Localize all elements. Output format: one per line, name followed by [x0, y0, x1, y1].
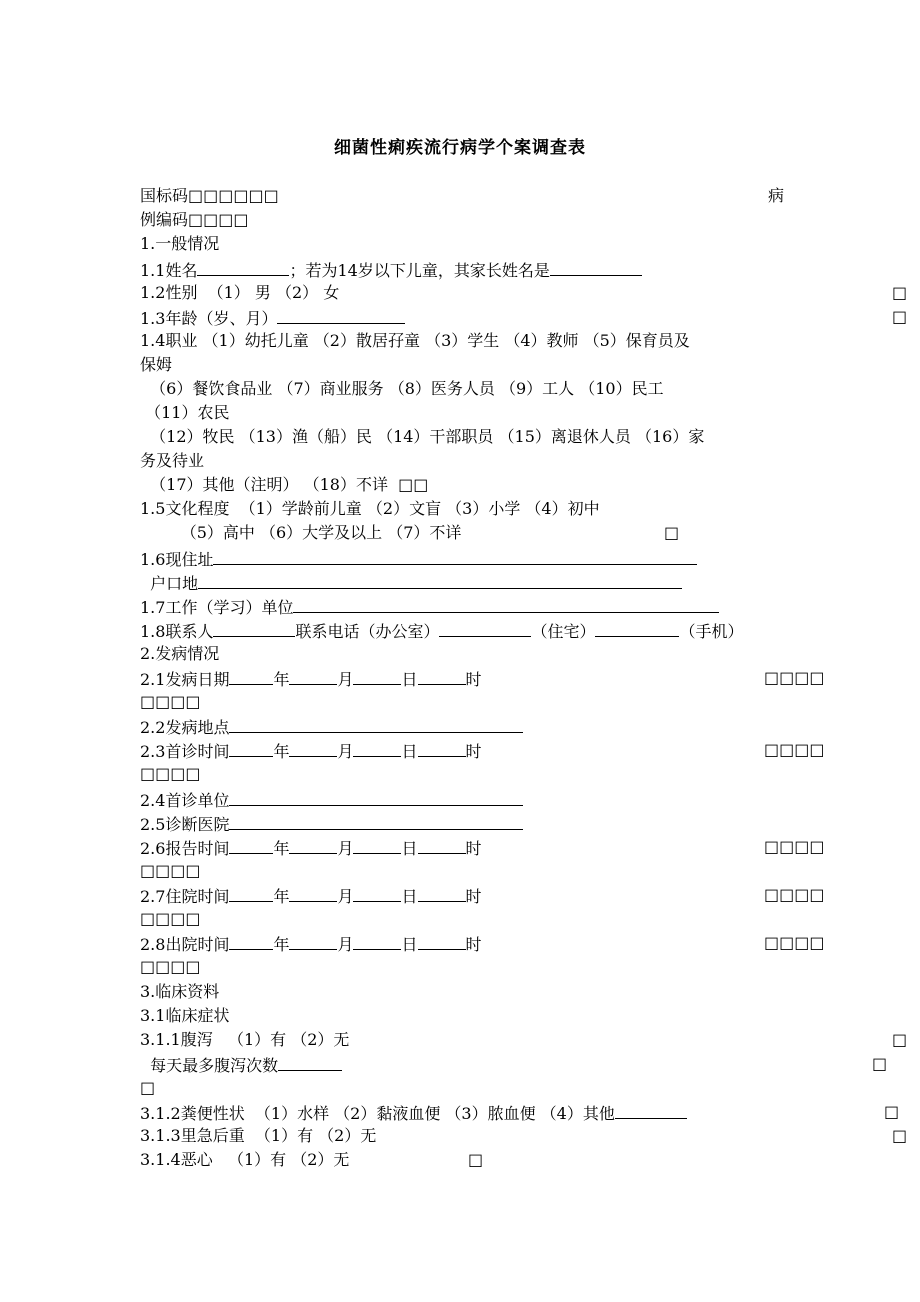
hukou-line — [140, 570, 682, 594]
name-label: 1.1姓名 — [140, 261, 198, 280]
report-hour-field[interactable] — [418, 835, 466, 854]
discharge-month-field[interactable] — [289, 931, 337, 950]
tenesmus-checkbox[interactable]: □ — [892, 1126, 908, 1145]
admission-year-field[interactable] — [229, 883, 273, 902]
stool-label: 3.1.2粪便性状 （1）水样 （2）黏液血便 （3）脓血便 （4）其他 — [140, 1104, 615, 1123]
onset-year-field[interactable] — [229, 666, 273, 685]
discharge-time-checkboxes-2[interactable]: □□□□ — [140, 957, 201, 976]
sex-checkbox[interactable]: □ — [892, 283, 908, 302]
age-field[interactable] — [277, 305, 405, 324]
report-year-field[interactable] — [229, 835, 273, 854]
report-month-field[interactable] — [289, 835, 337, 854]
visit-day-field[interactable] — [353, 738, 401, 757]
report-time-label: 2.6报告时间 — [140, 839, 230, 858]
diagnosis-hospital-field[interactable] — [229, 811, 523, 830]
hukou-label: 户口地 — [140, 574, 199, 593]
admission-time-line — [140, 883, 482, 907]
education-line-2: （5）高中 （6）大学及以上 （7）不详 — [140, 523, 462, 542]
discharge-time-checkboxes[interactable]: □□□□ — [764, 933, 825, 952]
diarrhea-count-line — [140, 1052, 342, 1076]
first-visit-unit-field[interactable] — [229, 787, 523, 806]
hour-unit: 时 — [465, 670, 482, 689]
first-visit-unit-label: 2.4首诊单位 — [140, 791, 230, 810]
address-line — [140, 546, 697, 570]
diarrhea-count-field[interactable] — [278, 1052, 342, 1071]
age-checkbox[interactable]: □ — [892, 307, 908, 326]
diarrhea-checkbox[interactable]: □ — [892, 1030, 908, 1049]
stool-line — [140, 1100, 687, 1124]
occupation-line-1: 1.4职业 （1）幼托儿童 （2）散居孖童 （3）学生 （4）教师 （5）保育员及 — [140, 331, 690, 350]
month-unit: 月 — [337, 670, 354, 689]
visit-year-field[interactable] — [229, 738, 273, 757]
first-visit-checkboxes-2[interactable]: □□□□ — [140, 764, 201, 783]
sex-line: 1.2性别 （1） 男 （2） 女 — [140, 283, 340, 302]
section1-heading: 1.一般情况 — [140, 234, 220, 253]
first-visit-time-label: 2.3首诊时间 — [140, 742, 230, 761]
form-title: 细菌性痢疾流行病学个案调查表 — [334, 138, 586, 158]
report-day-field[interactable] — [353, 835, 401, 854]
admission-month-field[interactable] — [289, 883, 337, 902]
occupation-line-4: （11）农民 — [140, 403, 230, 422]
discharge-hour-field[interactable] — [418, 931, 466, 950]
day-unit: 日 — [401, 935, 418, 954]
first-visit-checkboxes[interactable]: □□□□ — [764, 740, 825, 759]
admission-hour-field[interactable] — [418, 883, 466, 902]
section3-heading: 3.临床资料 — [140, 982, 220, 1001]
hukou-field[interactable] — [198, 570, 682, 589]
year-unit: 年 — [273, 935, 290, 954]
onset-month-field[interactable] — [289, 666, 337, 685]
year-unit: 年 — [273, 742, 290, 761]
discharge-time-label: 2.8出院时间 — [140, 935, 230, 954]
office-phone-field[interactable] — [439, 618, 531, 637]
work-unit-label: 1.7工作（学习）单位 — [140, 598, 294, 617]
parent-name-label: ；若为14岁以下儿童，其家长姓名是 — [289, 261, 550, 280]
onset-place-label: 2.2发病地点 — [140, 718, 230, 737]
guobiao-code-line: 国标码□□□□□□ — [140, 186, 279, 205]
onset-place-field[interactable] — [229, 714, 523, 733]
hour-unit: 时 — [465, 887, 482, 906]
name-field[interactable] — [197, 257, 289, 276]
diagnosis-hospital-line — [140, 811, 523, 835]
hour-unit: 时 — [465, 839, 482, 858]
occupation-line-2: 保姆 — [140, 355, 173, 374]
contact-label: 1.8联系人 — [140, 622, 214, 641]
address-field[interactable] — [213, 546, 697, 565]
age-label: 1.3年龄（岁、月） — [140, 309, 278, 328]
age-line — [140, 305, 405, 329]
mobile-phone-label: （手机） — [679, 622, 744, 641]
admission-time-label: 2.7住院时间 — [140, 887, 230, 906]
month-unit: 月 — [337, 742, 354, 761]
contact-line — [140, 618, 744, 642]
diarrhea-count-label: 每天最多腹泻次数 — [140, 1056, 279, 1075]
clinical-symptoms-heading: 3.1临床症状 — [140, 1006, 230, 1025]
day-unit: 日 — [401, 670, 418, 689]
nausea-line: 3.1.4恶心 （1）有 （2）无 — [140, 1150, 350, 1169]
admission-day-field[interactable] — [353, 883, 401, 902]
section2-heading: 2.发病情况 — [140, 644, 220, 663]
month-unit: 月 — [337, 935, 354, 954]
discharge-year-field[interactable] — [229, 931, 273, 950]
year-unit: 年 — [273, 839, 290, 858]
hour-unit: 时 — [465, 742, 482, 761]
education-line-1: 1.5文化程度 （1）学龄前儿童 （2）文盲 （3）小学 （4）初中 — [140, 499, 600, 518]
office-phone-label: 联系电话（办公室） — [295, 622, 440, 641]
report-time-line — [140, 835, 482, 859]
onset-date-line — [140, 666, 482, 690]
onset-hour-field[interactable] — [418, 666, 466, 685]
occupation-line-3: （6）餐饮食品业 （7）商业服务 （8）医务人员 （9）工人 （10）民工 — [140, 379, 664, 398]
home-phone-field[interactable] — [595, 618, 679, 637]
work-unit-field[interactable] — [293, 594, 719, 613]
occupation-line-5: （12）牧民 （13）渔（船）民 （14）干部职员 （15）离退休人员 （16）家 — [140, 427, 705, 446]
onset-date-checkboxes-2[interactable]: □□□□ — [140, 692, 201, 711]
admission-time-checkboxes-2[interactable]: □□□□ — [140, 909, 201, 928]
onset-date-checkboxes[interactable]: □□□□ — [764, 668, 825, 687]
hour-unit: 时 — [465, 935, 482, 954]
month-unit: 月 — [337, 887, 354, 906]
visit-hour-field[interactable] — [418, 738, 466, 757]
onset-day-field[interactable] — [353, 666, 401, 685]
stool-other-field[interactable] — [615, 1100, 687, 1119]
day-unit: 日 — [401, 839, 418, 858]
contact-field[interactable] — [213, 618, 295, 637]
nausea-checkbox[interactable]: □ — [468, 1150, 484, 1169]
onset-date-label: 2.1发病日期 — [140, 670, 230, 689]
year-unit: 年 — [273, 670, 290, 689]
diagnosis-hospital-label: 2.5诊断医院 — [140, 815, 230, 834]
admission-time-checkboxes[interactable]: □□□□ — [764, 885, 825, 904]
discharge-time-line — [140, 931, 482, 955]
home-phone-label: （住宅） — [531, 622, 596, 641]
occupation-line-6: 务及待业 — [140, 451, 205, 470]
stool-checkbox[interactable]: □ — [884, 1102, 900, 1121]
education-checkbox[interactable]: □ — [664, 523, 680, 542]
visit-month-field[interactable] — [289, 738, 337, 757]
discharge-day-field[interactable] — [353, 931, 401, 950]
onset-place-line — [140, 714, 523, 738]
occupation-line-7: （17）其他（注明） （18）不详 □□ — [140, 475, 429, 494]
first-visit-unit-line — [140, 787, 523, 811]
report-time-checkboxes-2[interactable]: □□□□ — [140, 861, 201, 880]
month-unit: 月 — [337, 839, 354, 858]
day-unit: 日 — [401, 742, 418, 761]
bing-prefix: 病 — [768, 186, 785, 205]
diarrhea-count-checkbox-2[interactable]: □ — [140, 1078, 156, 1097]
day-unit: 日 — [401, 887, 418, 906]
report-time-checkboxes[interactable]: □□□□ — [764, 837, 825, 856]
first-visit-time-line — [140, 738, 482, 762]
diarrhea-line: 3.1.1腹泻 （1）有 （2）无 — [140, 1030, 350, 1049]
work-unit-line — [140, 594, 719, 618]
tenesmus-line: 3.1.3里急后重 （1）有 （2）无 — [140, 1126, 377, 1145]
case-code-line: 例编码□□□□ — [140, 210, 249, 229]
parent-name-field[interactable] — [550, 257, 642, 276]
name-line — [140, 257, 642, 281]
year-unit: 年 — [273, 887, 290, 906]
diarrhea-count-checkbox[interactable]: □ — [872, 1054, 888, 1073]
address-label: 1.6现住址 — [140, 550, 214, 569]
